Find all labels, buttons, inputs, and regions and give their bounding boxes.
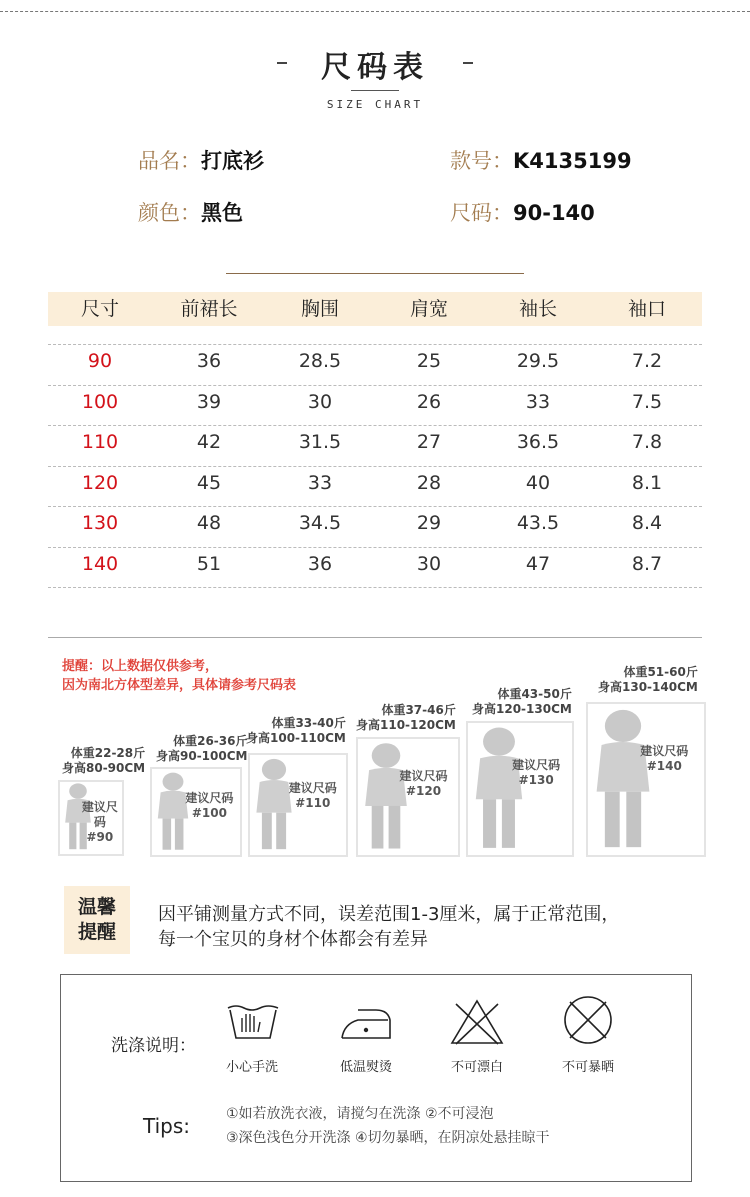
figure-weight: 体重37-46斤 <box>381 703 456 717</box>
figure-weight: 体重22-28斤 <box>70 746 146 760</box>
table-cell: 29.5 <box>516 350 560 372</box>
tips-label: Tips: <box>143 1114 191 1138</box>
table-cell: 40 <box>525 471 551 494</box>
table-row-divider <box>48 425 702 426</box>
no-bleach-icon <box>450 998 504 1046</box>
product-color <box>138 197 243 227</box>
tip-badge <box>64 886 130 954</box>
product-size-value: 90-140 <box>513 201 595 225</box>
table-cell: 33 <box>307 471 333 494</box>
product-style-label: 款号： <box>450 149 513 173</box>
care-caption-no-sun-dry: 不可暴晒 <box>561 1060 614 1075</box>
table-cell: 28.5 <box>298 350 342 372</box>
table-cell: 36.5 <box>516 431 560 453</box>
care-label: 洗涤说明： <box>111 1036 196 1056</box>
page-subtitle: SIZE CHART <box>326 98 424 111</box>
size-table-header <box>48 292 702 326</box>
product-size-range <box>450 197 595 227</box>
table-cell: 30 <box>416 552 442 575</box>
table-cell-size: 100 <box>81 390 119 413</box>
figure-rec-label: 建议尺码 <box>640 744 689 759</box>
product-style <box>450 145 632 175</box>
top-dashed-border <box>0 11 750 12</box>
figure-height: 身高80-90CM <box>62 761 146 775</box>
title-right-dash <box>463 62 473 64</box>
header-cell-chest: 胸围 <box>300 298 339 320</box>
table-cell: 47 <box>525 552 551 575</box>
table-cell-size: 120 <box>81 471 119 494</box>
table-cell: 36 <box>307 552 333 575</box>
figure-body-info <box>246 716 346 746</box>
table-row-divider <box>48 466 702 467</box>
hand-wash-icon <box>226 1002 280 1042</box>
figure-body-info <box>598 665 698 695</box>
table-cell: 27 <box>416 431 442 453</box>
tip-badge-line1: 温馨 <box>77 896 116 918</box>
table-cell: 43.5 <box>516 512 560 534</box>
table-cell: 45 <box>196 471 222 494</box>
table-cell: 25 <box>416 350 442 372</box>
table-cell: 7.5 <box>631 390 663 413</box>
child-silhouette-icon <box>470 725 528 853</box>
figure-rec-size: #90 <box>86 830 114 845</box>
figure-recommendation <box>502 758 570 788</box>
care-caption-low-iron: 低温熨烫 <box>339 1060 392 1075</box>
table-row-divider <box>48 344 702 345</box>
figure-weight: 体重26-36斤 <box>173 734 248 748</box>
figure-recommendation <box>80 800 120 845</box>
table-cell: 31.5 <box>298 431 342 453</box>
figure-height: 身高120-130CM <box>472 702 572 716</box>
figure-rec-size: #110 <box>295 796 331 810</box>
figure-rec-label: 建议尺码 <box>81 800 118 830</box>
tips-line2: ③深色浅色分开洗涤 ④切勿暴晒，在阴凉处悬挂晾干 <box>226 1130 550 1146</box>
table-cell: 34.5 <box>298 512 342 534</box>
figure-body-info <box>62 746 145 776</box>
table-cell: 36 <box>196 350 222 372</box>
figure-body-info <box>156 734 247 764</box>
header-cell-shoulder: 肩宽 <box>409 298 448 320</box>
table-cell: 8.7 <box>631 552 663 575</box>
figure-height: 身高110-120CM <box>356 718 456 732</box>
table-cell: 7.2 <box>631 350 663 372</box>
table-cell: 8.1 <box>631 471 663 494</box>
figure-weight: 体重51-60斤 <box>623 665 698 679</box>
tips-line1: ①如若放洗衣液，请搅匀在洗涤 ②不可浸泡 <box>226 1106 494 1122</box>
table-cell: 7.8 <box>631 431 663 453</box>
header-cell-sleeve-length: 袖长 <box>518 298 557 320</box>
figure-recommendation <box>627 744 702 774</box>
figure-rec-size: #130 <box>518 772 554 787</box>
table-cell: 29 <box>416 512 442 534</box>
table-cell-size: 90 <box>87 350 113 372</box>
figure-height: 身高90-100CM <box>156 749 248 763</box>
table-row-divider <box>48 506 702 507</box>
low-iron-icon <box>340 1006 392 1042</box>
reference-note-line2: 因为南北方体型差异，具体请参考尺码表 <box>62 678 297 693</box>
figure-body-info <box>472 687 572 717</box>
table-cell: 26 <box>416 390 442 413</box>
table-row-divider <box>48 385 702 386</box>
table-cell: 39 <box>196 390 222 413</box>
figure-height: 身高100-110CM <box>246 731 346 745</box>
table-cell: 48 <box>196 512 222 534</box>
page-title: 尺码表 <box>321 50 429 85</box>
child-silhouette-icon <box>590 707 656 853</box>
table-cell-size: 140 <box>81 552 119 575</box>
figure-rec-label: 建议尺码 <box>288 781 337 795</box>
no-sun-dry-icon <box>562 994 614 1046</box>
table-cell: 8.4 <box>631 512 663 534</box>
reference-note-line1: 提醒：以上数据仅供参考， <box>62 659 219 674</box>
figure-weight: 体重43-50斤 <box>497 687 572 701</box>
tip-badge-line2: 提醒 <box>77 921 116 943</box>
tip-text-line1: 因平铺测量方式不同，误差范围1-3厘米，属于正常范围， <box>158 904 620 925</box>
header-cell-size: 尺寸 <box>80 298 119 320</box>
product-name-label: 品名： <box>138 149 201 173</box>
header-cell-cuff: 袖口 <box>627 298 666 320</box>
table-row-divider <box>48 587 702 588</box>
product-style-value: K4135199 <box>513 149 632 173</box>
info-separator <box>226 273 524 274</box>
care-caption-no-bleach: 不可漂白 <box>450 1060 503 1075</box>
figure-rec-label: 建议尺码 <box>185 791 234 806</box>
product-color-value: 黑色 <box>201 201 243 225</box>
figure-body-info <box>356 703 456 733</box>
figure-rec-label: 建议尺码 <box>512 757 561 772</box>
figure-rec-size: #120 <box>405 784 442 799</box>
figure-weight: 体重33-40斤 <box>271 716 346 730</box>
tip-text-line2: 每一个宝贝的身材个体都会有差异 <box>158 929 428 950</box>
figure-height: 身高130-140CM <box>598 680 698 694</box>
title-underline <box>351 90 399 91</box>
figure-recommendation <box>282 781 344 811</box>
header-cell-front-length: 前裙长 <box>180 298 238 320</box>
table-cell: 42 <box>196 431 222 453</box>
table-row-divider <box>48 547 702 548</box>
figure-recommendation <box>181 791 238 821</box>
table-cell: 51 <box>196 552 222 575</box>
figure-rec-size: #140 <box>646 759 682 774</box>
product-color-label: 颜色： <box>138 201 201 225</box>
table-cell: 33 <box>525 390 551 413</box>
product-name <box>138 145 264 175</box>
table-cell: 28 <box>416 471 442 494</box>
product-name-value: 打底衫 <box>201 149 264 173</box>
table-cell-size: 130 <box>81 512 119 534</box>
figure-rec-size: #100 <box>191 806 227 821</box>
care-caption-hand-wash: 小心手洗 <box>225 1060 278 1075</box>
figure-recommendation <box>391 769 456 799</box>
table-cell-size: 110 <box>81 431 119 453</box>
product-size-label: 尺码： <box>450 201 513 225</box>
section-divider <box>48 637 702 638</box>
figure-rec-label: 建议尺码 <box>399 769 448 784</box>
table-cell: 30 <box>307 390 333 413</box>
